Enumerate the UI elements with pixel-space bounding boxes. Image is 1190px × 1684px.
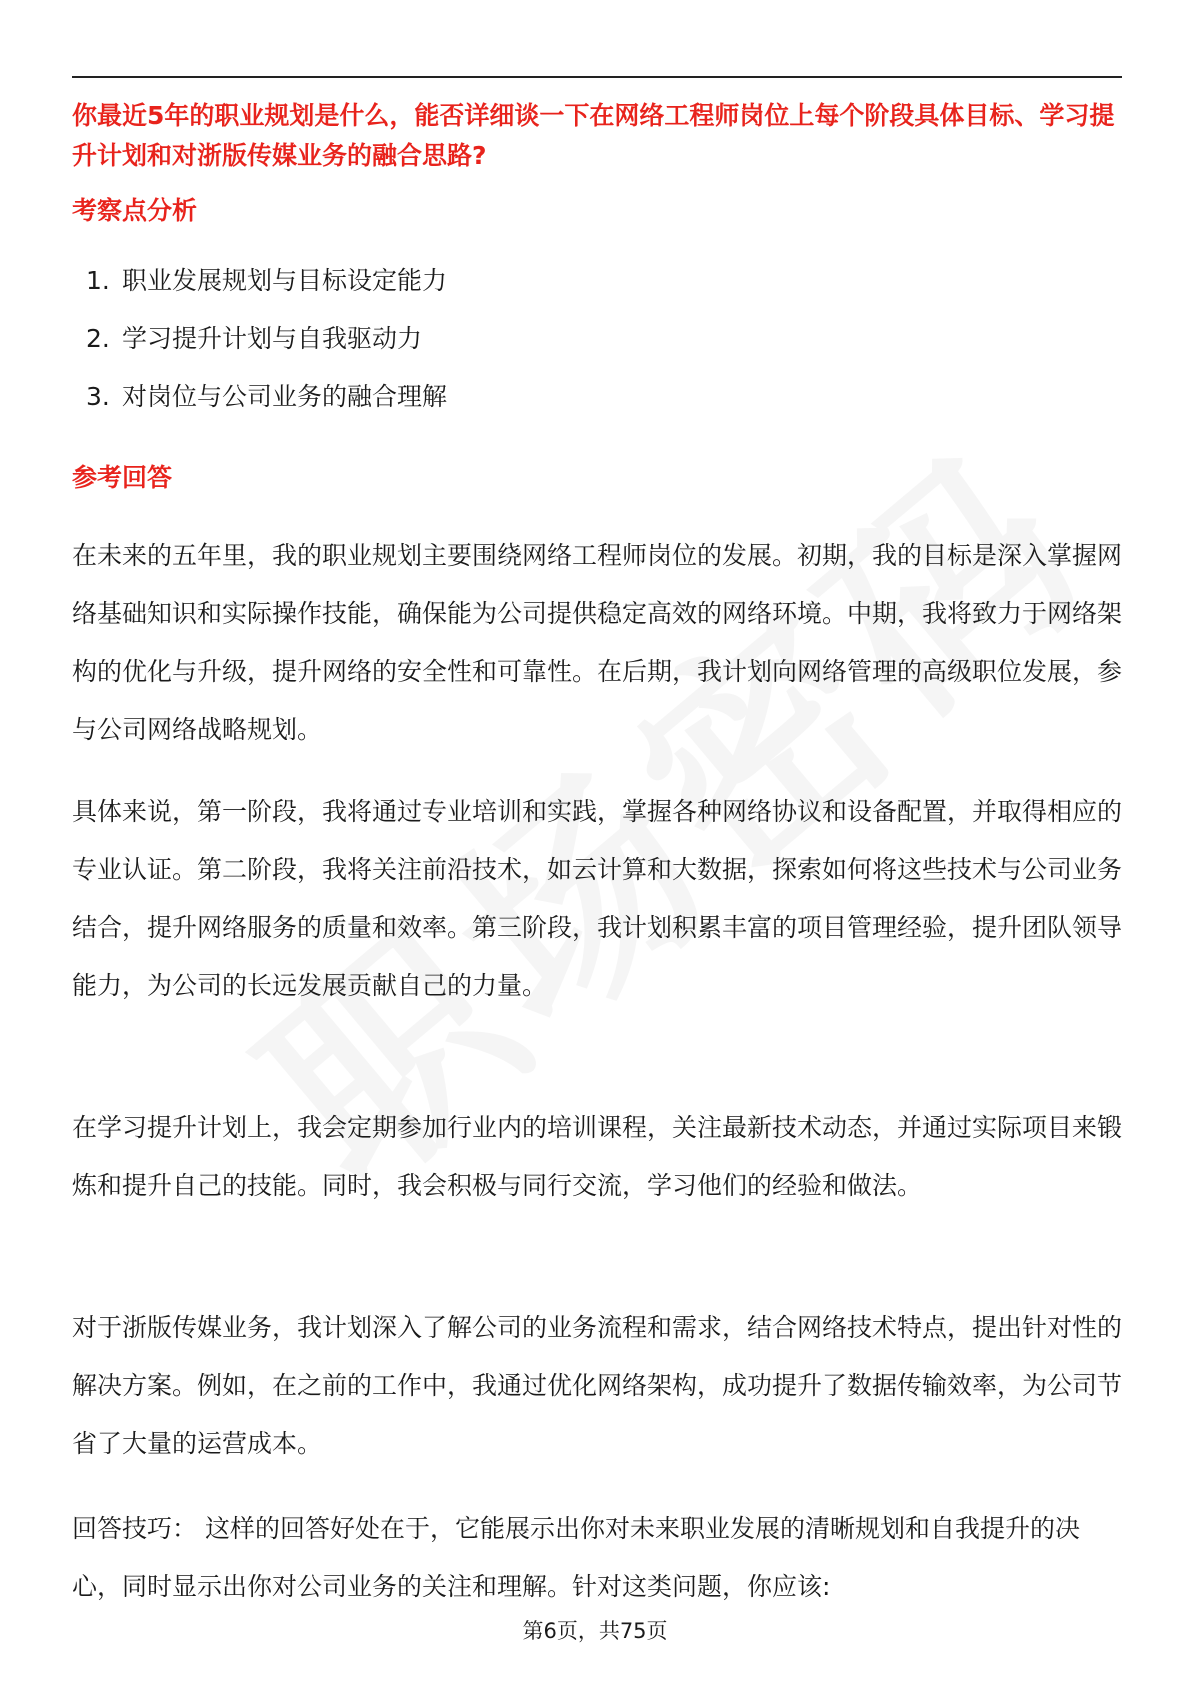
list-item-text: 学习提升计划与自我驱动力: [122, 324, 423, 353]
list-item: [86, 263, 447, 321]
answer-paragraph: 对于浙版传媒业务，我计划深入了解公司的业务流程和需求，结合网络技术特点，提出针对性的解决方案。例如，在之前的工作中，我通过优化网络架构，成功提升了数据传输效率，为公司节省了大量的运营成本。: [72, 1313, 1123, 1458]
page-number: 第6页，共75页: [522, 1619, 668, 1643]
answer-paragraph: 具体来说，第一阶段，我将通过专业培训和实践，掌握各种网络协议和设备配置，并取得相应的专业认证。第二阶段，我将关注前沿技术，如云计算和大数据，探索如何将这些技术与公司业务结合，提升网络服务的质量和效率。第三阶段，我计划积累丰富的项目管理经验，提升团队领导能力，为公司的长远发展贡献自己的力量。: [72, 797, 1123, 1000]
list-item-text: 对岗位与公司业务的融合理解: [122, 382, 448, 411]
top-divider: [72, 76, 1122, 78]
question-title: 你最近5年的职业规划是什么，能否详细谈一下在网络工程师岗位上每个阶段具体目标、学习提升计划和对浙版传媒业务的融合思路?: [72, 101, 1115, 170]
list-item-text: 职业发展规划与目标设定能力: [122, 266, 448, 295]
analysis-heading: 考察点分析: [72, 196, 198, 225]
answer-tips-paragraph: 回答技巧： 这样的回答好处在于，它能展示出你对未来职业发展的清晰规划和自我提升的决心，同时显示出你对公司业务的关注和理解。针对这类问题，你应该:: [72, 1514, 1080, 1601]
list-item-number: 2.: [86, 324, 110, 353]
list-item: [86, 321, 447, 379]
answer-paragraph: 在未来的五年里，我的职业规划主要围绕网络工程师岗位的发展。初期，我的目标是深入掌握网络基础知识和实际操作技能，确保能为公司提供稳定高效的网络环境。中期，我将致力于网络架构的优化与升级，提升网络的安全性和可靠性。在后期，我计划向网络管理的高级职位发展，参与公司网络战略规划。: [72, 541, 1123, 744]
answer-paragraph: 在学习提升计划上，我会定期参加行业内的培训课程，关注最新技术动态，并通过实际项目来锻炼和提升自己的技能。同时，我会积极与同行交流，学习他们的经验和做法。: [72, 1113, 1123, 1200]
answer-heading: 参考回答: [72, 463, 173, 492]
list-item-number: 1.: [86, 266, 110, 295]
analysis-points-list: [86, 263, 447, 437]
list-item: [86, 379, 447, 437]
list-item-number: 3.: [86, 382, 110, 411]
